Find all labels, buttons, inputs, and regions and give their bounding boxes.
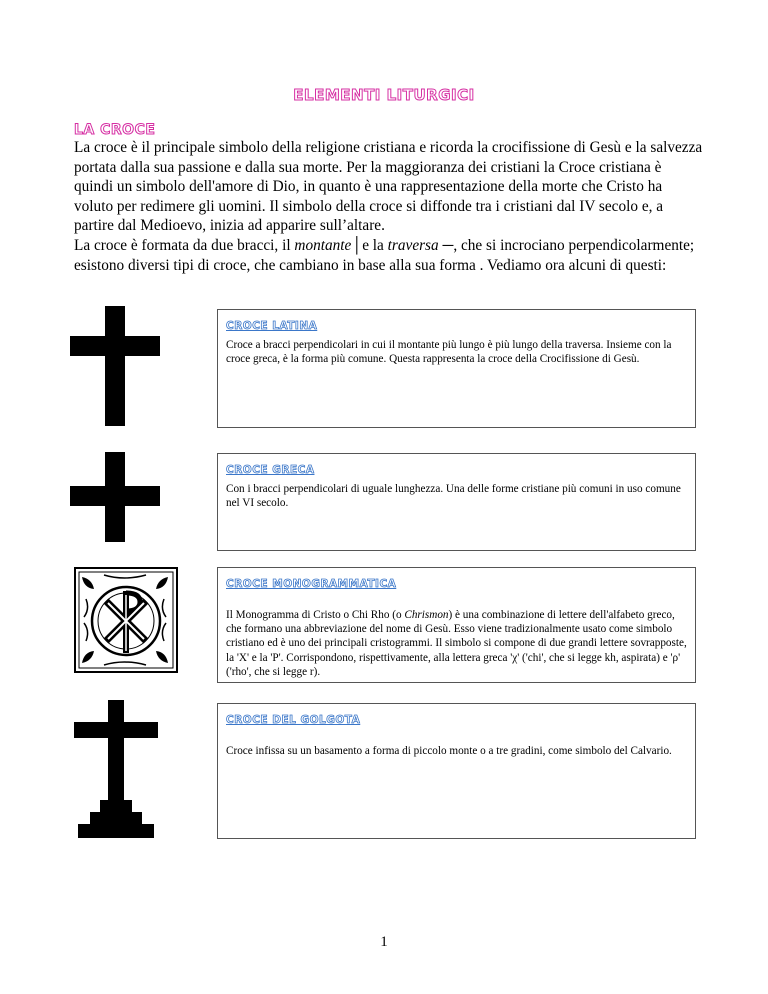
monogram-cross-title: CROCE MONOGRAMMATICA bbox=[226, 578, 397, 590]
latin-cross-description: Croce a bracci perpendicolari in cui il montante più lungo è più lungo della traversa. Insieme con la croce greca, è la forma più comune. Questa rappresenta la croce della Crocifissione di Gesù. bbox=[226, 339, 672, 366]
intro-text-b: e la bbox=[362, 236, 388, 254]
intro-text-a: La croce è formata da due bracci, il bbox=[74, 236, 295, 254]
golgotha-cross-description: Croce infissa su un basamento a forma di piccolo monte o a tre gradini, come simbolo del Calvario. bbox=[226, 745, 672, 757]
intro-text bbox=[74, 138, 704, 275]
greek-cross-box bbox=[217, 453, 696, 551]
golgotha-cross-title: CROCE DEL GOLGOTA bbox=[226, 714, 361, 726]
golgotha-cross-box bbox=[217, 703, 696, 839]
latin-cross-icon bbox=[70, 306, 160, 426]
monogram-cross-box bbox=[217, 567, 696, 683]
latin-cross-title: CROCE LATINA bbox=[226, 320, 318, 332]
page-number: 1 bbox=[380, 934, 388, 950]
golgotha-cross-icon bbox=[70, 700, 162, 840]
latin-cross-box bbox=[217, 309, 696, 428]
intro-text-c: , che si incrociano perpendicolarmente; esistono diversi tipi di croce, che cambiano in base alla sua forma . Vediamo ora alcuni di questi: bbox=[74, 236, 695, 274]
monogram-text-b: ) è una combinazione di lettere dell'alfabeto greco, che formano una abbreviazione del nome di Gesù. Esso viene tradizionalmente usato come simbolo cristiano ed è uno dei principali cristogrammi. Il simbolo si compone di due grandi lettere sovrapposte, la 'X' e la 'P'. Corrispondono, rispettivamente, alla lettera greca 'χ' ('chi', che si legge kh, aspirata) e 'ρ' ('rho', che si legge r). bbox=[226, 609, 687, 678]
horizontal-dash-glyph: ─ bbox=[442, 236, 454, 254]
chi-rho-monogram-icon bbox=[74, 567, 178, 673]
page-title: ELEMENTI LITURGICI bbox=[293, 86, 475, 104]
greek-cross-description: Con i bracci perpendicolari di uguale lunghezza. Una delle forme cristiane più comuni in uso comune nel VI secolo. bbox=[226, 483, 681, 510]
montante-term: montante bbox=[294, 236, 352, 254]
section-title: LA CROCE bbox=[74, 122, 156, 138]
intro-paragraph-1: La croce è il principale simbolo della religione cristiana e ricorda la crocifissione di Gesù e la salvezza portata dalla sua passione e dalla sua morte. Per la maggioranza dei cristiani la Croce cristiana è quindi un simbolo dell'amore di Dio, in quanto è una rappresentazione della morte che Cristo ha voluto per redimere gli uomini. Il simbolo della croce si diffonde tra i cristiani dal IV secolo e, a partire dal Medioevo, inizia ad apparire sull’altare. bbox=[74, 139, 703, 235]
greek-cross-icon bbox=[70, 452, 160, 542]
traversa-term: traversa bbox=[387, 236, 439, 254]
intro-paragraph-2 bbox=[74, 236, 704, 275]
chrismon-term: Chrismon bbox=[404, 609, 449, 621]
vertical-bar-glyph: │ bbox=[351, 236, 363, 254]
monogram-cross-description bbox=[226, 608, 689, 679]
monogram-text-a: Il Monogramma di Cristo o Chi Rho (o bbox=[226, 609, 405, 621]
greek-cross-title: CROCE GRECA bbox=[226, 464, 315, 476]
